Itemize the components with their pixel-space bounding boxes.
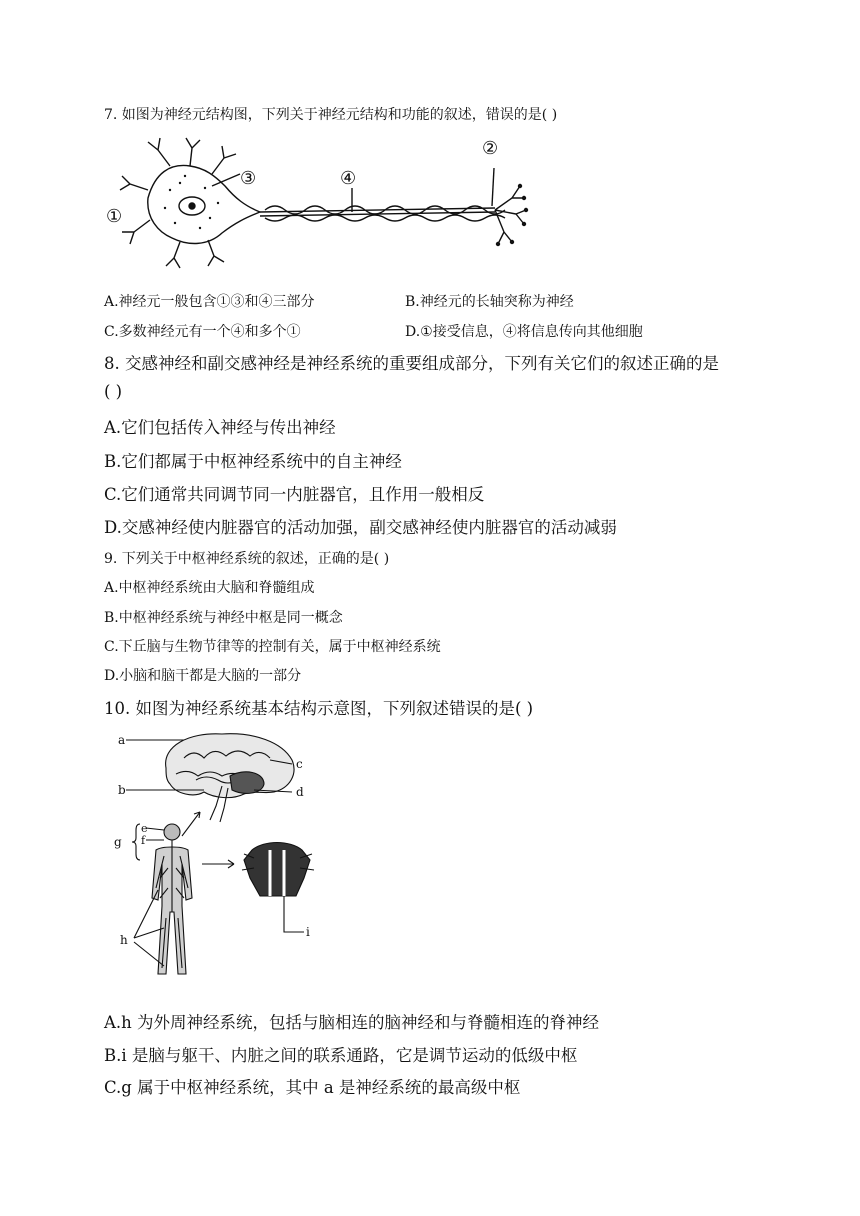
- q9-stem: 9. 下列关于中枢神经系统的叙述，正确的是( ): [104, 551, 390, 567]
- label-e: e: [141, 822, 148, 835]
- q8-stem: 8. 交感神经和副交感神经是神经系统的重要组成部分，下列有关它们的叙述正确的是: [104, 354, 719, 373]
- q8-option-d: D.交感神经使内脏器官的活动加强，副交感神经使内脏器官的活动减弱: [104, 518, 617, 537]
- q9-option-b: B.中枢神经系统与神经中枢是同一概念: [104, 610, 343, 626]
- nervous-system-diagram: [104, 728, 354, 993]
- q8-stem-cont: ( ): [104, 382, 123, 401]
- q7-option-b: B.神经元的长轴突称为神经: [405, 294, 574, 310]
- q9-option-c: C.下丘脑与生物节律等的控制有关，属于中枢神经系统: [104, 639, 441, 655]
- q7-option-c: C.多数神经元有一个④和多个①: [104, 324, 301, 340]
- q10-option-b: B.i 是脑与躯干、内脏之间的联系通路，它是调节运动的低级中枢: [104, 1046, 578, 1065]
- q8-option-a: A.它们包括传入神经与传出神经: [104, 418, 336, 437]
- label-2: ②: [482, 138, 499, 159]
- q8-option-c: C.它们通常共同调节同一内脏器官，且作用一般相反: [104, 485, 485, 504]
- q9-option-d: D.小脑和脑干都是大脑的一部分: [104, 668, 302, 684]
- label-3: ③: [240, 168, 257, 189]
- label-4: ④: [340, 168, 357, 189]
- q7-option-d: D.①接受信息，④将信息传向其他细胞: [405, 324, 643, 340]
- label-d: d: [296, 785, 304, 799]
- label-a: a: [118, 733, 126, 747]
- q10-option-c: C.g 属于中枢神经系统，其中 a 是神经系统的最高级中枢: [104, 1078, 521, 1097]
- label-1: ①: [106, 206, 123, 227]
- q10-stem: 10. 如图为神经系统基本结构示意图，下列叙述错误的是( ): [104, 699, 534, 718]
- q7-stem: 7. 如图为神经元结构图，下列关于神经元结构和功能的叙述，错误的是( ): [104, 107, 558, 123]
- q10-option-a: A.h 为外周神经系统，包括与脑相连的脑神经和与脊髓相连的脊神经: [104, 1013, 600, 1032]
- label-h: h: [120, 933, 128, 947]
- label-c: c: [296, 757, 303, 771]
- label-b: b: [118, 783, 126, 797]
- q9-option-a: A.中枢神经系统由大脑和脊髓组成: [104, 580, 315, 596]
- label-i: i: [306, 925, 310, 939]
- q8-option-b: B.它们都属于中枢神经系统中的自主神经: [104, 452, 402, 471]
- label-g: g: [114, 835, 122, 849]
- q7-option-a: A.神经元一般包含①③和④三部分: [104, 294, 315, 310]
- label-f: f: [141, 834, 146, 847]
- neuron-diagram: [100, 128, 540, 278]
